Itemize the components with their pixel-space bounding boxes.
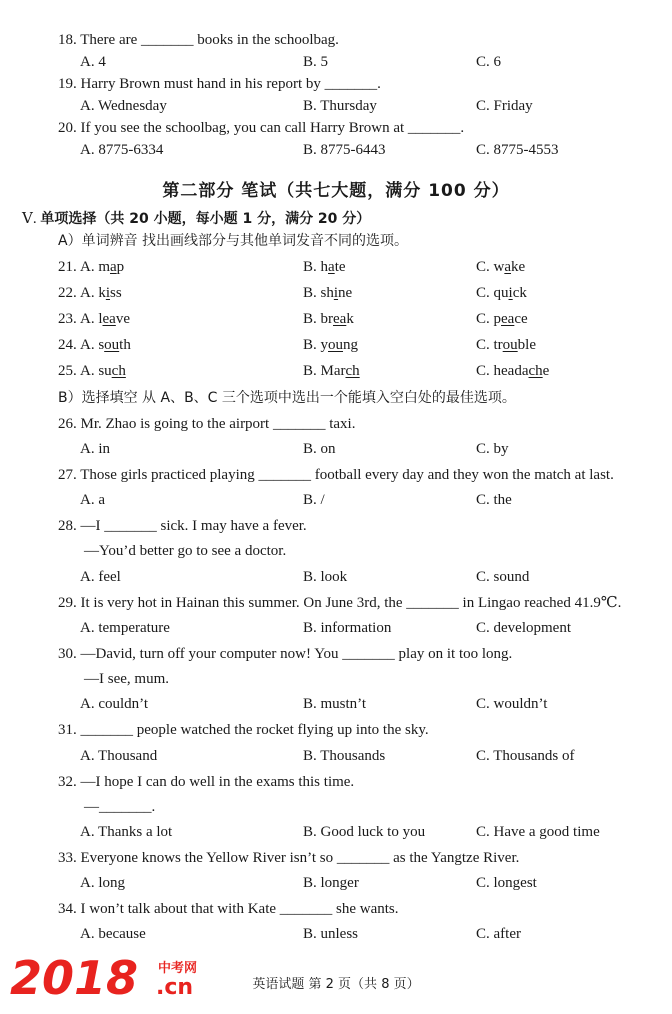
question-23-number: 23.: [58, 311, 77, 327]
question-27-stem: 27. Those girls practiced playing _______ football every day and they won the match at last.: [58, 467, 614, 483]
part-b-instruction: B）选择填空 从 A、B、C 三个选项中选出一个能填入空白处的最佳选项。: [58, 390, 516, 406]
section-title: 第二部分 笔试（共七大题，满分 100 分）: [162, 181, 510, 201]
question-26-stem: 26. Mr. Zhao is going to the airport _______ taxi.: [58, 416, 356, 432]
question-32-option-b: B. Good luck to you: [303, 824, 426, 840]
question-26-option-b: B. on: [303, 441, 336, 457]
question-31-stem: 31. _______ people watched the rocket flying up into the sky.: [58, 722, 429, 738]
question-33-option-b: B. longer: [303, 875, 359, 891]
question-19-option-c: C. Friday: [476, 98, 533, 114]
question-18-option-c: C. 6: [476, 54, 502, 70]
question-27-option-c: C. the: [476, 492, 512, 508]
watermark-year: 2018: [10, 952, 139, 1000]
question-30-option-c: C. wouldn’t: [476, 696, 548, 712]
question-32-option-a: A. Thanks a lot: [80, 824, 173, 840]
question-23-option-a: A. leave: [80, 311, 130, 327]
question-30-option-a: A. couldn’t: [80, 696, 149, 712]
question-28-stem: 28. —I _______ sick. I may have a fever.: [58, 518, 307, 534]
question-34-option-c: C. after: [476, 926, 521, 942]
question-21-number: 21.: [58, 259, 77, 275]
question-23-option-b: B. break: [303, 311, 354, 327]
question-33-option-c: C. longest: [476, 875, 537, 891]
watermark-tld: .cn: [156, 975, 194, 1000]
question-24-number: 24.: [58, 337, 77, 353]
question-33-option-a: A. long: [80, 875, 125, 891]
question-34-stem: 34. I won’t talk about that with Kate _______ she wants.: [58, 901, 399, 917]
question-21-option-b: B. hate: [303, 259, 346, 275]
question-32-option-c: C. Have a good time: [476, 824, 600, 840]
question-19-option-a: A. Wednesday: [80, 98, 167, 114]
question-33-stem: 33. Everyone knows the Yellow River isn’t so _______ as the Yangtze River.: [58, 850, 520, 866]
question-20-option-a: A. 8775-6334: [80, 142, 164, 158]
question-27-option-b: B. /: [303, 492, 325, 508]
question-18-option-b: B. 5: [303, 54, 329, 70]
section-v-label: 单项选择（共 20 小题，每小题 1 分，满分 20 分）: [40, 211, 371, 227]
question-20-stem: 20. If you see the schoolbag, you can call Harry Brown at _______.: [58, 120, 465, 136]
question-32-stem: 32. —I hope I can do well in the exams this time.: [58, 774, 355, 790]
question-25-option-b: B. March: [303, 363, 360, 379]
question-24-option-c: C. trouble: [476, 337, 536, 353]
question-25-option-a: A. such: [80, 363, 126, 379]
question-28-option-b: B. look: [303, 569, 348, 585]
question-28-option-a: A. feel: [80, 569, 121, 585]
question-30-option-b: B. mustn’t: [303, 696, 367, 712]
part-a-instruction: A）单词辨音 找出画线部分与其他单词发音不同的选项。: [58, 233, 409, 249]
question-26-option-c: C. by: [476, 441, 509, 457]
question-30-reply: —I see, mum.: [84, 671, 169, 687]
question-28-reply: —You’d better go to see a doctor.: [84, 543, 287, 559]
question-20-option-c: C. 8775-4553: [476, 142, 559, 158]
question-18-stem: 18. There are _______ books in the schoolbag.: [58, 32, 339, 48]
question-20-option-b: B. 8775-6443: [303, 142, 386, 158]
question-18-option-a: A. 4: [80, 54, 106, 70]
question-31-option-a: A. Thousand: [80, 748, 158, 764]
question-24-option-b: B. young: [303, 337, 359, 353]
question-27-option-a: A. a: [80, 492, 105, 508]
question-25-option-c: C. headache: [476, 363, 550, 379]
section-v-numeral: Ⅴ.: [22, 211, 37, 227]
question-22-number: 22.: [58, 285, 77, 301]
question-29-option-b: B. information: [303, 620, 392, 636]
page-footer: 英语试题 第 2 页（共 8 页）: [252, 977, 420, 992]
question-29-stem: 29. It is very hot in Hainan this summer. On June 3rd, the _______ in Lingao reached 41.9℃.: [58, 595, 622, 611]
question-25-number: 25.: [58, 363, 77, 379]
question-29-option-c: C. development: [476, 620, 571, 636]
question-22-option-b: B. shine: [303, 285, 353, 301]
question-34-option-b: B. unless: [303, 926, 359, 942]
question-31-option-b: B. Thousands: [303, 748, 386, 764]
question-26-option-a: A. in: [80, 441, 110, 457]
question-21-option-a: A. map: [80, 259, 125, 275]
question-30-stem: 30. —David, turn off your computer now! You _______ play on it too long.: [58, 646, 513, 662]
section-v-heading: [22, 210, 370, 228]
question-31-option-c: C. Thousands of: [476, 748, 575, 764]
question-22-option-a: A. kiss: [80, 285, 122, 301]
question-21-option-c: C. wake: [476, 259, 526, 275]
question-23-option-c: C. peace: [476, 311, 528, 327]
question-19-option-b: B. Thursday: [303, 98, 377, 114]
watermark-site-cn: 中考网: [158, 961, 198, 976]
question-22-option-c: C. quick: [476, 285, 527, 301]
question-32-reply: —_______.: [84, 799, 156, 815]
question-19-stem: 19. Harry Brown must hand in his report by _______.: [58, 76, 381, 92]
question-34-option-a: A. because: [80, 926, 146, 942]
question-24-option-a: A. south: [80, 337, 131, 353]
question-28-option-c: C. sound: [476, 569, 530, 585]
question-29-option-a: A. temperature: [80, 620, 170, 636]
